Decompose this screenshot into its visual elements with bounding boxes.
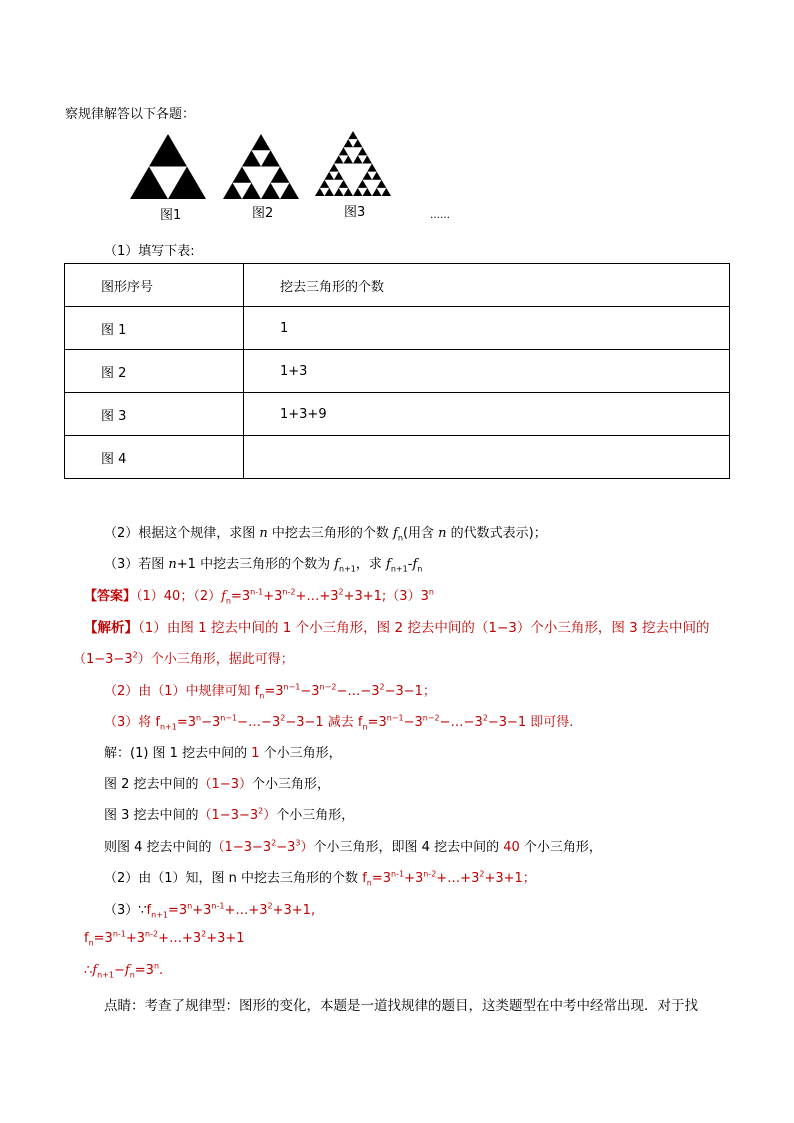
q2-text: 的代数式表示)； [446, 526, 547, 541]
solution-value: =3 [371, 871, 392, 886]
answer-text: +…+3 [295, 589, 339, 604]
solution-sub: n [88, 938, 94, 948]
answer-var: f [221, 589, 226, 604]
analysis-line-4 [104, 711, 573, 730]
answer-line [84, 585, 434, 604]
analysis-label: 【解析】 [84, 620, 138, 636]
solution-text: ∴ [84, 963, 93, 978]
solution-sup: n-1 [391, 869, 405, 879]
answer-sup: 2 [338, 587, 344, 597]
analysis-text: −3−1 即可得. [487, 715, 574, 730]
solution-text: 个小三角形，即图 4 挖去中间的 [313, 840, 504, 855]
solution-value: +3 [404, 871, 424, 886]
analysis-sup: 2 [132, 650, 138, 660]
solution-value: −3 [276, 840, 296, 855]
analysis-text: （2）由（1）中规律可知 f [104, 684, 260, 699]
sierpinski-figure-1 [129, 133, 207, 200]
analysis-text: −…−3 [439, 715, 483, 730]
solution-value: +…+3 [224, 903, 268, 918]
solution-line-6 [104, 899, 315, 918]
solution-value: f [146, 903, 152, 918]
sierpinski-figure-2 [222, 133, 300, 200]
solution-text: 解：(1) 图 1 挖去中间的 [104, 746, 252, 761]
solution-text: 个小三角形， [519, 840, 602, 855]
solution-line-7 [84, 931, 245, 946]
solution-sup: n [187, 901, 193, 911]
analysis-text: （3）将 f [104, 715, 160, 730]
q3-text: （3）若图 [104, 557, 169, 572]
solution-sub: n [366, 878, 372, 888]
answer-sub: n [225, 596, 231, 606]
answer-sup: n [428, 587, 434, 597]
solution-value: +3+1； [484, 871, 536, 886]
analysis-text: （1）由图 1 挖去中间的 1 个小三角形，图 2 挖去中间的（1−3）个小三角形，图 3 挖去中间的 [138, 620, 710, 636]
q2-var: n [438, 526, 447, 541]
q2-text: (用含 [402, 526, 439, 541]
analysis-line-3 [104, 680, 436, 699]
analysis-line-1 [84, 616, 710, 636]
table-cell: 1 [244, 307, 730, 350]
solution-value: . [159, 963, 164, 978]
table-header-cell: 挖去三角形的个数 [244, 264, 730, 307]
analysis-sup: 2 [482, 713, 488, 723]
solution-value: ） [300, 840, 314, 855]
solution-line-4 [104, 836, 602, 855]
solution-sub: n [129, 970, 135, 980]
q3-var: n [168, 557, 177, 572]
solution-value: +3 [192, 903, 212, 918]
q3-text: ，求 [355, 557, 387, 572]
answer-text: +3+1;（3）3 [343, 589, 429, 604]
q3-sub: n+1 [390, 564, 408, 574]
solution-sup: n-1 [211, 901, 225, 911]
solution-value: 1 [251, 746, 260, 761]
solution-value: − [113, 963, 125, 978]
solution-sup: 3 [295, 838, 301, 848]
table-cell: 1+3+9 [244, 393, 730, 436]
analysis-text: −…−3 [336, 684, 380, 699]
table-row [65, 307, 730, 350]
solution-text: 图 3 挖去中间的 [104, 808, 199, 823]
q3-sub: n [417, 564, 423, 574]
answer-sup: n-1 [250, 587, 264, 597]
solution-sup: n [153, 961, 160, 971]
ellipsis: …… [430, 210, 450, 221]
solution-line-3 [104, 804, 354, 823]
solution-value: f [362, 871, 367, 886]
analysis-sup: n−2 [319, 682, 337, 692]
analysis-text: （1−3−3 [73, 652, 133, 667]
q2-var: n [259, 526, 268, 541]
analysis-sub: n [259, 691, 265, 701]
comment-line: 点睛：考查了规律型：图形的变化，本题是一道找规律的题目，这类题型在中考中经常出现．对于找 [104, 998, 698, 1014]
solution-sup: 2 [479, 869, 485, 879]
sierpinski-figure-3 [314, 130, 392, 197]
solution-sup: 2 [267, 901, 273, 911]
solution-var: f [92, 963, 98, 978]
solution-value: =3 [93, 931, 113, 946]
q2-text: 中挖去三角形的个数 [267, 526, 394, 541]
solution-sup: 2 [271, 838, 277, 848]
question-2 [104, 522, 547, 541]
figure-3-caption: 图3 [344, 205, 366, 220]
table-cell: 图 2 [65, 350, 244, 393]
analysis-sup: n−1 [386, 713, 404, 723]
q3-sub: n+1 [339, 564, 356, 574]
table-row [65, 350, 730, 393]
solution-sub: n+1 [151, 910, 168, 920]
table-cell: 图 1 [65, 307, 244, 350]
solution-var: f [124, 963, 130, 978]
solution-value: =3 [168, 903, 188, 918]
analysis-text: −…−3 [237, 715, 281, 730]
table-cell [244, 436, 730, 479]
analysis-text: −3 [300, 684, 320, 699]
table-cell: 图 4 [65, 436, 244, 479]
analysis-text: ）个小三角形，据此可得； [137, 652, 294, 667]
solution-sub: n+1 [97, 970, 114, 980]
figure-1-caption: 图1 [160, 208, 182, 223]
table-row [65, 436, 730, 479]
intro-text: 察规律解答以下各题： [65, 107, 196, 122]
solution-value: （1−3−3 [211, 840, 272, 855]
analysis-sup: n−2 [422, 713, 440, 723]
answer-table [64, 263, 730, 479]
solution-value: +3+1, [272, 903, 316, 918]
solution-sup: n-2 [145, 929, 159, 939]
solution-value: f [84, 931, 89, 946]
analysis-sup: 2 [379, 682, 385, 692]
analysis-sub: n+1 [159, 722, 177, 732]
q3-text: - [407, 557, 413, 572]
q3-var: f [386, 557, 391, 572]
solution-text: （3）∵ [104, 903, 147, 918]
solution-value: （1−3−3 [198, 808, 259, 823]
analysis-text: =3 [367, 715, 387, 730]
solution-text: 图 2 挖去中间的 [104, 777, 199, 792]
analysis-sup: 2 [280, 713, 286, 723]
solution-value: ） [263, 808, 277, 823]
figure-2-caption: 图2 [252, 206, 274, 221]
solution-value: （1−3） [198, 777, 252, 792]
question-3 [104, 553, 422, 572]
solution-value: +…+3 [436, 871, 480, 886]
solution-line-2 [104, 773, 330, 792]
answer-label: 【答案】 [84, 589, 137, 604]
solution-text: 个小三角形， [259, 746, 342, 761]
analysis-text: −3−1； [384, 684, 436, 699]
analysis-sup: n−1 [283, 682, 301, 692]
answer-text: +3 [263, 589, 283, 604]
solution-value: +…+3 [158, 931, 202, 946]
q2-sub: n [397, 533, 403, 543]
solution-value: =3 [134, 963, 154, 978]
table-row [65, 393, 730, 436]
table-cell: 1+3 [244, 350, 730, 393]
table-header-row [65, 264, 730, 307]
solution-value: 40 [503, 840, 520, 855]
analysis-text: =3 [176, 715, 197, 730]
q2-text: （2）根据这个规律，求图 [104, 526, 260, 541]
analysis-sup: n−1 [220, 713, 238, 723]
solution-text: 个小三角形， [251, 777, 330, 792]
table-cell: 图 3 [65, 393, 244, 436]
solution-text: 则图 4 挖去中间的 [104, 840, 212, 855]
solution-sup: n-1 [112, 929, 126, 939]
q3-var: f [334, 557, 340, 572]
solution-text: 个小三角形， [276, 808, 355, 823]
solution-sup: n-2 [423, 869, 437, 879]
q3-text: +1 中挖去三角形的个数为 [176, 557, 335, 572]
solution-sup: 2 [201, 929, 207, 939]
analysis-text: −3 [201, 715, 221, 730]
analysis-sub: n [362, 722, 368, 732]
solution-line-5 [104, 867, 536, 886]
solution-value: +3 [125, 931, 146, 946]
analysis-text: −3 [403, 715, 423, 730]
solution-value: +3+1 [206, 931, 245, 946]
analysis-text: −3−1 减去 f [285, 715, 363, 730]
question-1: （1）填写下表: [104, 244, 195, 259]
answer-sup: n-2 [282, 587, 296, 597]
q2-var: f [393, 526, 398, 541]
solution-text: （2）由（1）知，图 n 中挖去三角形的个数 [104, 871, 363, 886]
analysis-sup: n [196, 713, 202, 723]
solution-line-1 [104, 742, 342, 761]
solution-sup: 2 [258, 806, 264, 816]
answer-text: =3 [231, 589, 251, 604]
solution-line-8 [84, 963, 163, 978]
q3-var: f [412, 557, 418, 572]
analysis-text: =3 [264, 684, 284, 699]
table-header-cell: 图形序号 [65, 264, 244, 307]
analysis-line-2 [73, 648, 294, 667]
answer-text: （1）40；（2） [136, 589, 222, 604]
